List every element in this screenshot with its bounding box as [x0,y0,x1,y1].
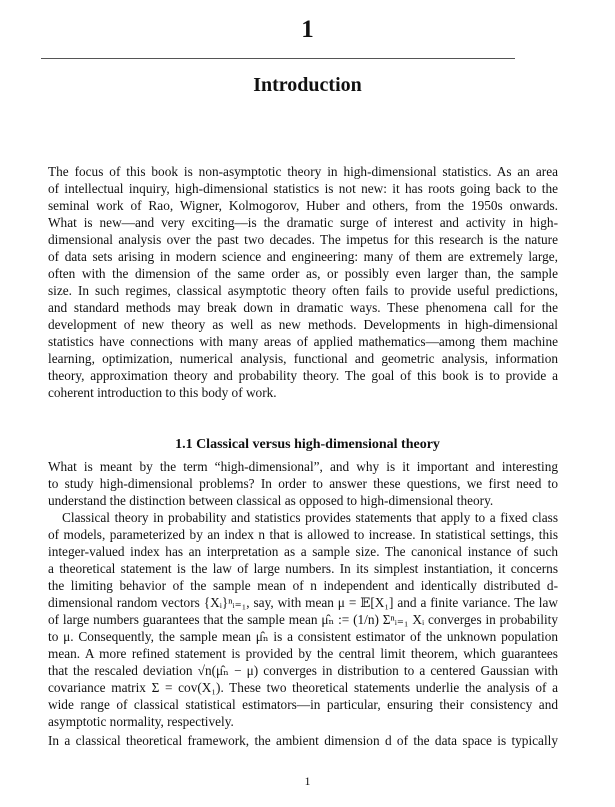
text-line: The focus of this book is non-asymptotic theory in high-dimensional statistics. As an area [48,164,558,179]
chapter-title: Introduction [253,74,362,96]
text-line: of data sets arising in modern science and engineering: many of them are extremely large, [48,249,558,264]
text-line: integer-valued index has an interpretation as a sample size. The canonical instance of such [48,544,558,559]
text-line: statistics have connections with many areas of applied mathematics—among them machine [48,334,558,349]
text-line: covariance matrix Σ = cov(X₁). These two theoretical statements underlie the analysis of a [48,680,558,695]
chapter-rule [41,58,515,59]
page-number: 1 [304,774,311,788]
text-line: size. In such regimes, classical asymptotic theory often fails to provide useful predictions, [48,283,558,298]
text-line: that the rescaled deviation √n(μ̂ₙ − μ) converges in distribution to a centered Gaussian with [48,663,558,678]
text-line: of models, parameterized by an index n that is allowed to increase. In statistical settings, this [48,527,558,542]
text-line: understand the distinction between classical as opposed to high-dimensional theory. [48,493,494,508]
text-line: of intellectual inquiry, high-dimensional statistics is not new: it has roots going back to the [48,181,558,196]
text-line: to μ. Consequently, the sample mean μ̂ₙ is a consistent estimator of the unknown population [48,629,558,644]
text-line: seminal work of Rao, Wigner, Kolmogorov, Huber and others, from the 1950s onwards. [48,198,558,213]
text-line: asymptotic normality, respectively. [48,714,234,729]
text-line: In a classical theoretical framework, the ambient dimension d of the data space is typically [48,733,558,748]
text-line: learning, optimization, numerical analysis, functional and geometric analysis, information [48,351,558,366]
text-line: the limiting behavior of the sample mean of n independent and identically distributed d- [48,578,558,593]
text-line: to study high-dimensional problems? In order to answer these questions, we first need to [48,476,558,491]
text-line: development of new theory as well as new methods. Developments in high-dimensional [48,317,558,332]
text-line: dimensional analysis over the past two decades. The impetus for this research is the nature [48,232,558,247]
text-line: What is meant by the term “high-dimensional”, and why is it important and interesting [48,459,558,474]
text-line: Classical theory in probability and statistics provides statements that apply to a fixed class [62,510,558,525]
text-line: mean. A more refined statement is provided by the central limit theorem, which guarantees [48,646,558,661]
text-line: coherent introduction to this body of work. [48,385,277,400]
text-line: of large numbers guarantees that the sample mean μ̂ₙ := (1/n) Σⁿᵢ₌₁ Xᵢ converges in probability [48,612,558,627]
text-line: often with the dimension of the same order as, or possibly even larger than, the sample [48,266,558,281]
text-line: a theoretical statement is the law of large numbers. In its simplest instantiation, it concerns [48,561,558,576]
text-line: What is new—and very exciting—is the dramatic surge of interest and activity in high- [48,215,558,230]
text-line: and standard methods may break down in dramatic ways. These phenomena call for the [48,300,558,315]
text-line: dimensional random vectors {Xᵢ}ⁿᵢ₌₁, say, with mean μ = 𝔼[X₁] and a finite variance. The law [48,595,558,610]
text-line: wide range of classical statistical estimators—in particular, ensuring their consistency and [48,697,558,712]
section-heading: 1.1 Classical versus high-dimensional theory [175,437,440,452]
chapter-number: 1 [301,16,314,43]
text-line: theory, approximation theory and probability theory. The goal of this book is to provide a [48,368,558,383]
